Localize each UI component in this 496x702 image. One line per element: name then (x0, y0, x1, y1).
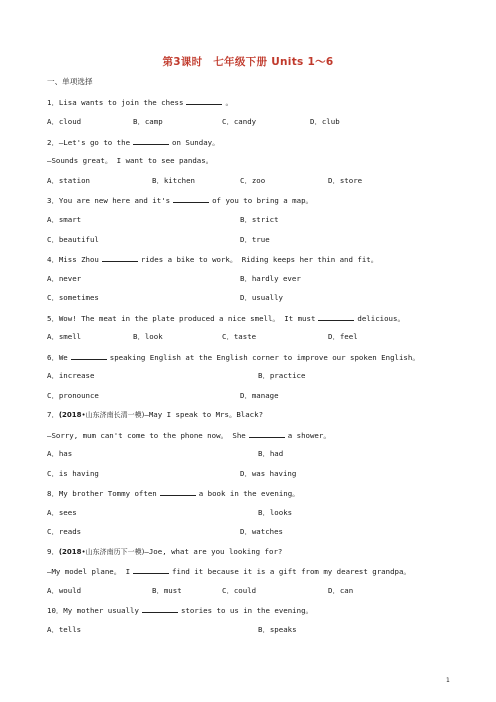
question-4 (47, 254, 378, 265)
answer-blank (318, 313, 354, 321)
question-1-stem-end: 。 (225, 98, 233, 107)
question-9-number: 9． (47, 547, 59, 556)
option-a: A．tells (47, 625, 82, 634)
question-6-stem-end: speaking English at the English corner to improve our spoken English。 (109, 353, 420, 362)
answer-blank (133, 566, 169, 574)
question-9 (47, 547, 282, 557)
option-b: B．strict (240, 215, 279, 224)
option-a: A．increase (47, 371, 95, 380)
source-year: (2018 (58, 411, 82, 419)
question-4-stem-end: rides a bike to work。 Riding keeps her thin and fit。 (140, 255, 379, 264)
question-7-reply-end: a shower。 (287, 431, 331, 440)
question-9-reply-text: —My model plane。 I (47, 567, 131, 576)
answer-blank (160, 488, 196, 496)
question-8-stem: 8．My brother Tommy often (47, 489, 157, 498)
source-place: •山东济南历下一模) (81, 548, 145, 556)
option-d: D．was having (240, 469, 297, 478)
question-7 (47, 410, 263, 420)
option-c: C．pronounce (47, 391, 99, 400)
question-7-stem: —May I speak to Mrs。Black? (144, 410, 264, 419)
option-d: D．usually (240, 293, 283, 302)
option-c: C．sometimes (47, 293, 99, 302)
option-b: B．kitchen (152, 176, 195, 185)
option-a: A．sees (47, 508, 77, 517)
answer-blank (173, 195, 209, 203)
question-6 (47, 352, 420, 363)
question-9-source (59, 548, 145, 556)
question-9-reply (47, 566, 411, 577)
option-c: C．candy (222, 117, 257, 126)
option-b: B．look (133, 332, 163, 341)
question-9-stem: —Joe, what are you looking for? (144, 547, 283, 556)
answer-blank (186, 97, 222, 105)
question-10-stem-end: stories to us in the evening。 (180, 606, 313, 615)
option-d: D．can (328, 586, 354, 595)
option-d: D．club (310, 117, 340, 126)
option-b: B．camp (133, 117, 163, 126)
question-3-stem: 3．You are new here and it's (47, 196, 171, 205)
answer-blank (102, 254, 138, 262)
page-number: 1 (446, 677, 450, 684)
question-2 (47, 137, 219, 148)
answer-blank (249, 430, 285, 438)
option-c: C．zoo (240, 176, 266, 185)
option-a: A．smell (47, 332, 82, 341)
option-c: C．taste (222, 332, 257, 341)
option-d: D．feel (328, 332, 358, 341)
option-b: B．looks (258, 508, 293, 517)
question-1-stem: 1．Lisa wants to join the chess (47, 98, 184, 107)
question-8 (47, 488, 300, 499)
option-b: B．hardly ever (240, 274, 301, 283)
option-a: A．smart (47, 215, 82, 224)
option-d: D．store (328, 176, 363, 185)
question-5-stem: 5．Wow! The meat in the plate produced a nice smell。 It must (47, 314, 316, 323)
option-a: A．station (47, 176, 90, 185)
option-c: C．is having (47, 469, 99, 478)
option-b: B．had (258, 449, 284, 458)
question-1 (47, 97, 233, 108)
option-c: C．reads (47, 527, 82, 536)
question-7-reply-text: —Sorry, mum can't come to the phone now。 She (47, 431, 246, 440)
option-a: A．never (47, 274, 82, 283)
question-3-stem-end: of you to bring a map。 (212, 196, 313, 205)
question-6-stem: 6．We (47, 353, 68, 362)
option-d: D．watches (240, 527, 283, 536)
option-b: B．practice (258, 371, 306, 380)
question-4-stem: 4．Miss Zhou (47, 255, 99, 264)
option-a: A．would (47, 586, 82, 595)
question-9-reply-end: find it because it is a gift from my dearest grandpa。 (172, 567, 411, 576)
question-5-stem-end: delicious。 (357, 314, 405, 323)
question-3 (47, 195, 313, 206)
question-8-stem-end: a book in the evening。 (198, 489, 300, 498)
option-b: B．speaks (258, 625, 297, 634)
option-b: B．must (152, 586, 182, 595)
question-7-number: 7． (47, 410, 59, 419)
question-10 (47, 605, 313, 616)
answer-blank (71, 352, 107, 360)
source-place: •山东济南长清一模) (81, 411, 145, 419)
option-a: A．has (47, 449, 73, 458)
option-d: D．manage (240, 391, 279, 400)
page-title: 第3课时 七年级下册 Units 1～6 (162, 56, 334, 68)
question-7-source (59, 411, 145, 419)
question-7-reply (47, 430, 331, 441)
section-heading: 一、单项选择 (47, 77, 93, 86)
question-10-stem: 10．My mother usually (47, 606, 139, 615)
question-2-reply: —Sounds great。 I want to see pandas。 (47, 156, 214, 165)
answer-blank (133, 137, 169, 145)
option-c: C．could (222, 586, 257, 595)
question-5 (47, 313, 405, 324)
option-d: D．true (240, 235, 270, 244)
source-year: (2018 (58, 548, 82, 556)
option-a: A．cloud (47, 117, 82, 126)
question-2-stem: 2．—Let's go to the (47, 138, 131, 147)
question-2-stem-end: on Sunday。 (172, 138, 220, 147)
answer-blank (142, 605, 178, 613)
option-c: C．beautiful (47, 235, 99, 244)
